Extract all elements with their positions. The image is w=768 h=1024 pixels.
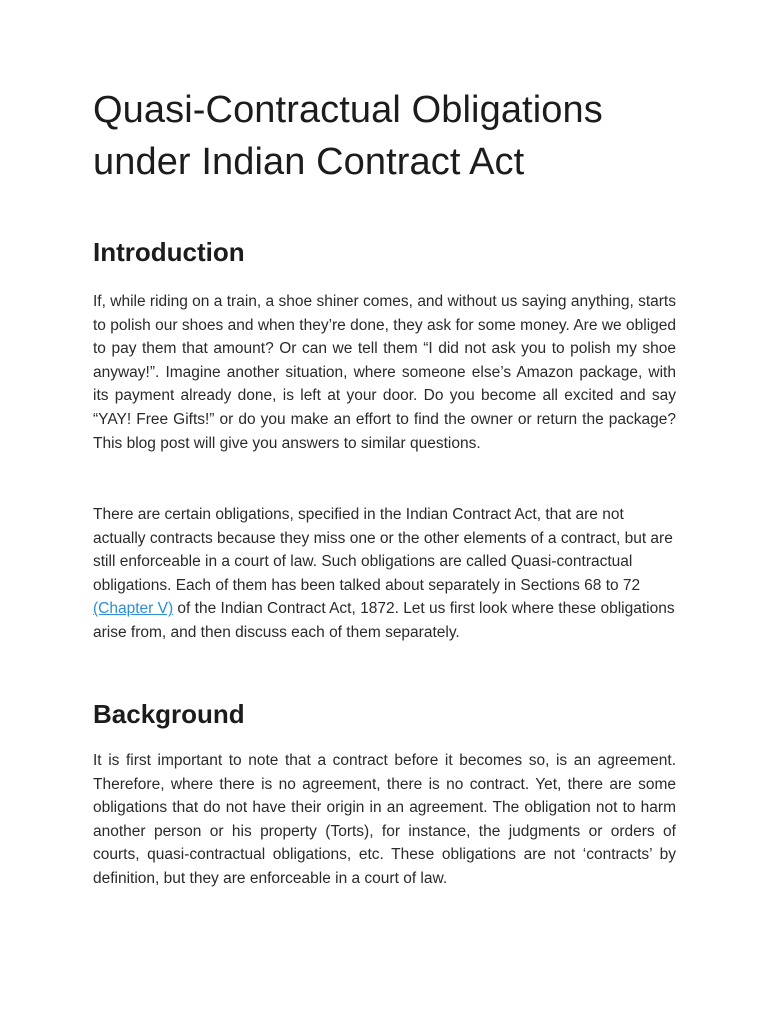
section-heading-background: Background [93,699,245,729]
page-title: Quasi-Contractual Obligations under Indian Contract Act [93,89,603,183]
background-paragraph-1: It is first important to note that a contract before it becomes so, is an agreement. Therefore, where there is no agreement, there is no contract. Yet, there are some obligations that do not have their origin in an agreement. The obligation not to harm another person or his property (Torts), for instance, the judgments or orders of courts, quasi-contractual obligations, etc. These obligations are not ‘contracts’ by definition, but they are enforceable in a court of law. [93,752,676,887]
section-heading-introduction: Introduction [93,237,245,267]
intro-paragraph-2 [93,503,676,645]
chapter-v-link[interactable]: (Chapter V) [93,600,174,618]
intro-paragraph-2-text-end: of the Indian Contract Act, 1872. Let us first look where these obligations arise from, and then discuss each of them separately. [93,600,675,641]
intro-paragraph-2-text-start: There are certain obligations, specified in the Indian Contract Act, that are not actually contracts because they miss one or the other elements of a contract, but are still enforceable in a court of law. Such obligations are called Quasi-contractual obligations. Each of them has been talked about separately in Sections 68 to 72 [93,506,673,594]
intro-paragraph-1: If, while riding on a train, a shoe shiner comes, and without us saying anything, starts to polish our shoes and when they’re done, they ask for some money. Are we obliged to pay them that amount? Or can we tell them “I did not ask you to polish my shoe anyway!”. Imagine another situation, where someone else’s Amazon package, with its payment already done, is left at your door. Do you become all excited and say “YAY! Free Gifts!” or do you make an effort to find the owner or return the package? This blog post will give you answers to similar questions. [93,293,676,452]
